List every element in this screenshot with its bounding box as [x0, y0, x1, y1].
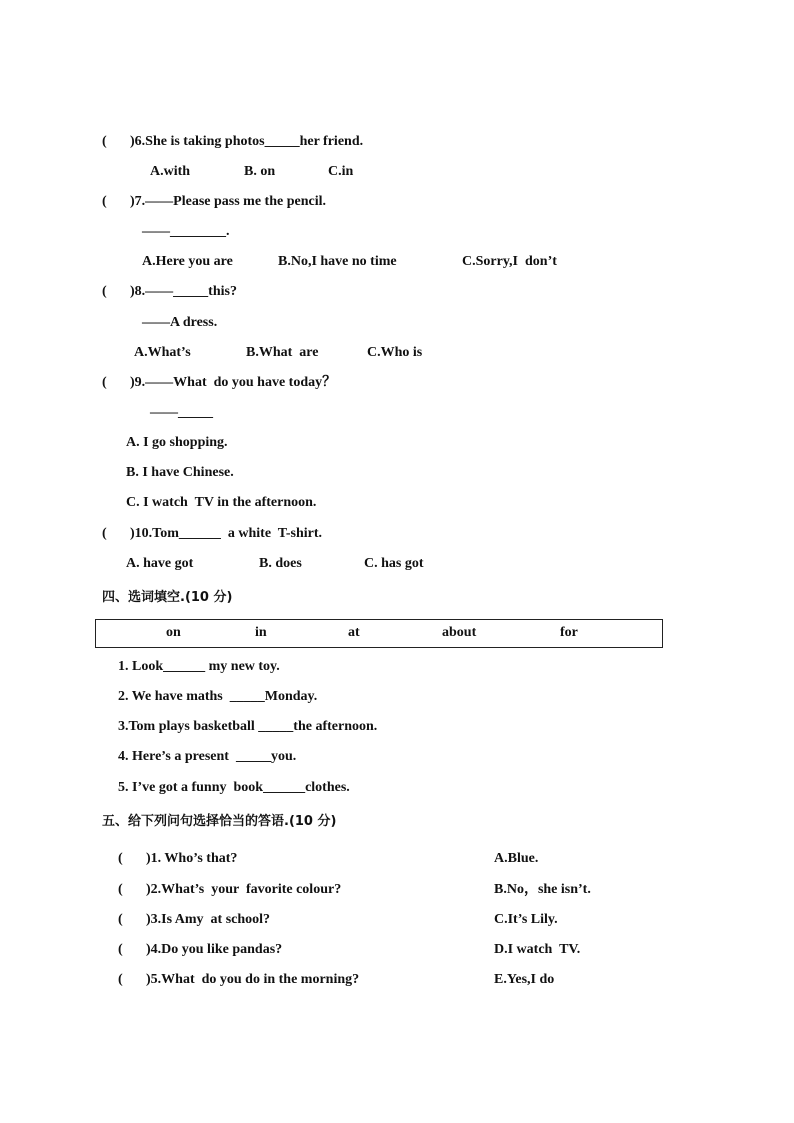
q9-option-a: A. I go shopping.	[126, 435, 228, 450]
section4-heading: 四、选词填空.(10 分)	[102, 590, 233, 605]
match-question: )4.Do you like pandas?	[146, 942, 283, 957]
word-bank-word: at	[348, 625, 360, 640]
word-bank-word: about	[442, 625, 477, 640]
fill-blank-item: 5. I’ve got a funny book______clothes.	[118, 780, 350, 795]
q8-reply: ——A dress.	[142, 315, 218, 330]
match-paren: (	[118, 942, 123, 957]
q9-option-c: C. I watch TV in the afternoon.	[126, 495, 317, 510]
q6-stem: )6.She is taking photos_____her friend.	[130, 134, 364, 149]
fill-blank-item: 3.Tom plays basketball _____the afternoon.	[118, 719, 378, 734]
match-answer: A.Blue.	[494, 851, 539, 866]
q10-paren: (	[102, 526, 107, 541]
q7-option-b: B.No,I have no time	[278, 254, 397, 269]
match-answer: B.No，she isn’t.	[494, 882, 591, 897]
word-bank-word: for	[560, 625, 578, 640]
q8-paren: (	[102, 284, 107, 299]
q8-stem: )8.——_____this?	[130, 284, 237, 299]
q6-option-b: B. on	[244, 164, 276, 179]
match-question: )2.What’s your favorite colour?	[146, 882, 342, 897]
q7-stem: )7.——Please pass me the pencil.	[130, 194, 326, 209]
match-paren: (	[118, 851, 123, 866]
q6-option-c: C.in	[328, 164, 354, 179]
q10-stem: )10.Tom______ a white T-shirt.	[130, 526, 323, 541]
match-answer: C.It’s Lily.	[494, 912, 558, 927]
q7-answer-line: ——________.	[142, 224, 230, 239]
fill-blank-item: 1. Look______ my new toy.	[118, 659, 280, 674]
match-answer: D.I watch TV.	[494, 942, 581, 957]
word-bank-word: on	[166, 625, 181, 640]
q7-option-a: A.Here you are	[142, 254, 233, 269]
q7-paren: (	[102, 194, 107, 209]
q10-option-b: B. does	[259, 556, 302, 571]
q10-option-a: A. have got	[126, 556, 194, 571]
section5-heading: 五、给下列问句选择恰当的答语.(10 分)	[102, 814, 337, 829]
q6-option-a: A.with	[150, 164, 191, 179]
fill-blank-item: 4. Here’s a present _____you.	[118, 749, 297, 764]
fill-blank-item: 2. We have maths _____Monday.	[118, 689, 318, 704]
match-answer: E.Yes,I do	[494, 972, 555, 987]
q9-option-b: B. I have Chinese.	[126, 465, 234, 480]
match-question: )5.What do you do in the morning?	[146, 972, 360, 987]
q8-option-c: C.Who is	[367, 345, 423, 360]
q8-option-a: A.What’s	[134, 345, 191, 360]
match-paren: (	[118, 972, 123, 987]
match-paren: (	[118, 912, 123, 927]
word-bank-word: in	[255, 625, 267, 640]
q9-stem: )9.——What do you have today？	[130, 375, 337, 390]
q8-option-b: B.What are	[246, 345, 319, 360]
q7-option-c: C.Sorry,I don’t	[462, 254, 557, 269]
q9-answer-line: ——_____	[150, 405, 213, 420]
q9-paren: (	[102, 375, 107, 390]
match-paren: (	[118, 882, 123, 897]
match-question: )3.Is Amy at school?	[146, 912, 271, 927]
match-question: )1. Who’s that?	[146, 851, 238, 866]
q6-paren: (	[102, 134, 107, 149]
word-bank-box	[95, 619, 663, 648]
q10-option-c: C. has got	[364, 556, 424, 571]
